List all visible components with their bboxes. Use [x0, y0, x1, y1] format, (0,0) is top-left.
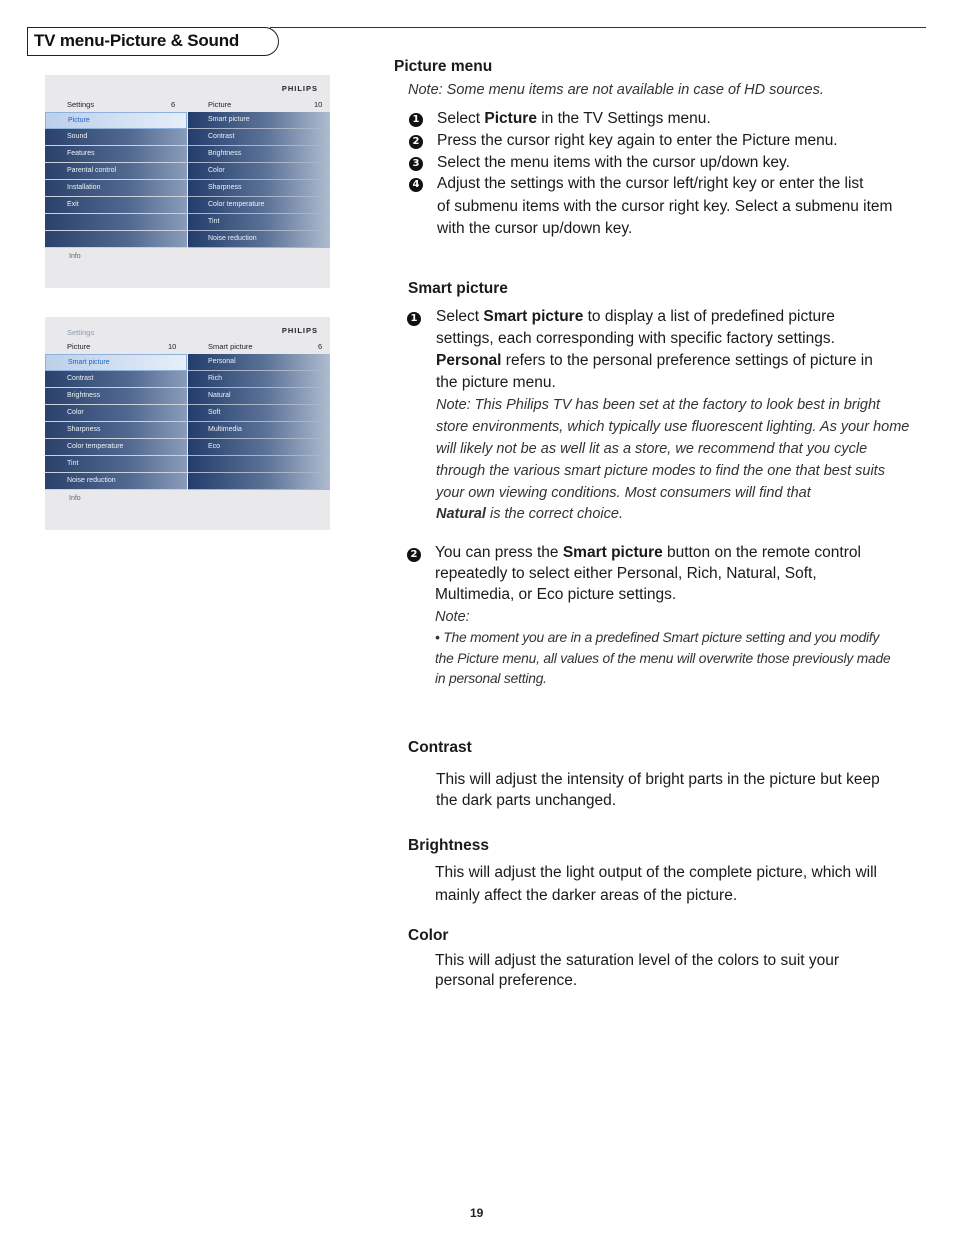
contrast-heading: Contrast [408, 739, 472, 756]
smart-note-bold: Natural [436, 506, 486, 522]
submenu-item[interactable]: Noise reduction [188, 231, 330, 248]
smart-p1-bold: Smart picture [483, 308, 584, 325]
smart-p2-line-2: repeatedly to select either Personal, Rich, Natural, Soft, [435, 565, 817, 582]
menu-item-color-temperature[interactable]: Color temperature [45, 439, 187, 456]
contrast-line-2: the dark parts unchanged. [436, 792, 617, 809]
smart-note-line-4: through the various smart picture modes to find the one that best suits [436, 463, 885, 479]
smart-note2-line-2: the Picture menu, all values of the menu will overwrite those previously made [435, 651, 891, 666]
color-line-2: personal preference. [435, 972, 578, 989]
tv-screen-smart-picture [45, 317, 330, 530]
smart-p2-bold: Smart picture [562, 544, 663, 561]
step-number-1: 1 [409, 113, 423, 127]
smart-p1-line3-bold: Personal [436, 352, 502, 369]
submenu-item[interactable]: Multimedia [188, 422, 330, 439]
smart-note-line-6 [436, 503, 623, 525]
page-number: 19 [470, 1206, 484, 1220]
submenu-item[interactable]: Contrast [188, 129, 330, 146]
smart-p1-line3-post: refers to the personal preference settings of picture in [501, 352, 873, 369]
info-label: Info [69, 495, 81, 502]
smart-note2-label: Note: [435, 609, 470, 625]
color-line-1: This will adjust the saturation level of the colors to suit your [435, 952, 840, 969]
left-panel-title: Picture [67, 342, 91, 351]
right-panel-count: 10 [314, 100, 323, 109]
submenu-item-empty [188, 473, 330, 490]
step-4-line-2: of submenu items with the cursor right key. Select a submenu item [437, 198, 893, 215]
smart-note-line-5: your own viewing conditions. Most consumers will find that [436, 485, 811, 501]
section-title: TV menu-Picture & Sound [27, 27, 279, 56]
picture-submenu-list [188, 112, 330, 248]
menu-item-features[interactable]: Features [45, 146, 187, 163]
right-panel-title: Picture [208, 100, 232, 109]
step-1-bold: Picture [484, 110, 537, 127]
smart-p2-line-3: Multimedia, or Eco picture settings. [435, 586, 677, 603]
contrast-line-1: This will adjust the intensity of bright parts in the picture but keep [436, 771, 880, 788]
step-4-line-1: Adjust the settings with the cursor left/right key or enter the list [437, 175, 864, 192]
smart-p2-pre: You can press the [435, 544, 563, 561]
smart-p1-line-3 [436, 350, 873, 372]
smart-p2-line-1 [435, 542, 861, 564]
step-1-pre: Select [437, 110, 485, 127]
left-panel-count: 6 [171, 100, 176, 109]
smart-note-post: is the correct choice. [485, 506, 623, 522]
smart-note2-line-3: in personal setting. [435, 671, 547, 686]
smart-note2-line-1: • The moment you are in a predefined Smart picture setting and you modify [435, 630, 880, 645]
picture-menu-list [45, 354, 187, 490]
tv-screen-settings-picture [45, 75, 330, 288]
submenu-item[interactable]: Smart picture [188, 112, 330, 129]
left-panel-count: 10 [168, 342, 177, 351]
smart-note-line-1: Note: This Philips TV has been set at the factory to look best in bright [436, 397, 881, 413]
menu-item-empty [45, 231, 187, 248]
submenu-item[interactable]: Eco [188, 439, 330, 456]
header-rule [270, 27, 926, 28]
menu-item-contrast[interactable]: Contrast [45, 371, 187, 388]
submenu-item[interactable]: Personal [188, 354, 330, 371]
screen-header [45, 317, 330, 351]
menu-item-noise-reduction[interactable]: Noise reduction [45, 473, 187, 490]
settings-menu-list [45, 112, 187, 248]
menu-item-picture[interactable]: Picture [45, 112, 187, 129]
smart-note-line-3: will likely not be as well lit as a store, we recommend that you cycle [436, 441, 868, 457]
menu-item-color[interactable]: Color [45, 405, 187, 422]
step-number-2: 2 [407, 548, 421, 562]
step-2-text: Press the cursor right key again to enter the Picture menu. [437, 132, 838, 149]
step-number-3: 3 [409, 157, 423, 171]
submenu-item-empty [188, 456, 330, 473]
menu-item-exit[interactable]: Exit [45, 197, 187, 214]
smart-p1-line-1 [436, 306, 835, 328]
breadcrumb: Settings [67, 328, 95, 337]
step-1-post: in the TV Settings menu. [536, 110, 711, 127]
smart-picture-submenu-list [188, 354, 330, 490]
submenu-item[interactable]: Soft [188, 405, 330, 422]
menu-item-sharpness[interactable]: Sharpness [45, 422, 187, 439]
submenu-item[interactable]: Brightness [188, 146, 330, 163]
info-label: Info [69, 253, 81, 260]
left-panel-title: Settings [67, 100, 95, 109]
step-number-2: 2 [409, 135, 423, 149]
submenu-item[interactable]: Tint [188, 214, 330, 231]
smart-p1-line-2: settings, each corresponding with specific factory settings. [436, 330, 835, 347]
smart-note-line-2: store environments, which typically use fluorescent lighting. As your home [436, 419, 910, 435]
submenu-item[interactable]: Natural [188, 388, 330, 405]
menu-item-tint[interactable]: Tint [45, 456, 187, 473]
submenu-item[interactable]: Rich [188, 371, 330, 388]
screen-header [45, 75, 330, 109]
picture-menu-heading: Picture menu [394, 58, 493, 75]
menu-item-empty [45, 214, 187, 231]
submenu-item[interactable]: Color temperature [188, 197, 330, 214]
step-1-text [437, 108, 711, 130]
menu-item-smart-picture[interactable]: Smart picture [45, 354, 187, 371]
submenu-item[interactable]: Sharpness [188, 180, 330, 197]
submenu-item[interactable]: Color [188, 163, 330, 180]
philips-logo: PHILIPS [281, 326, 318, 335]
color-heading: Color [408, 927, 449, 944]
brightness-line-1: This will adjust the light output of the complete picture, which will [435, 864, 877, 881]
smart-p2-post: button on the remote control [662, 544, 861, 561]
step-number-4: 4 [409, 178, 423, 192]
menu-item-parental-control[interactable]: Parental control [45, 163, 187, 180]
step-4-line-3: with the cursor up/down key. [437, 220, 633, 237]
smart-p1-post: to display a list of predefined picture [583, 308, 835, 325]
smart-p1-pre: Select [436, 308, 484, 325]
philips-logo: PHILIPS [281, 84, 318, 93]
smart-p1-line-4: the picture menu. [436, 374, 556, 391]
menu-item-brightness[interactable]: Brightness [45, 388, 187, 405]
brightness-line-2: mainly affect the darker areas of the picture. [435, 887, 738, 904]
right-panel-count: 6 [318, 342, 323, 351]
brightness-heading: Brightness [408, 837, 489, 854]
menu-item-sound[interactable]: Sound [45, 129, 187, 146]
smart-picture-heading: Smart picture [408, 280, 508, 297]
step-number-1: 1 [407, 312, 421, 326]
picture-menu-note: Note: Some menu items are not available in case of HD sources. [408, 82, 824, 98]
step-3-text: Select the menu items with the cursor up/down key. [437, 154, 790, 171]
right-panel-title: Smart picture [208, 342, 253, 351]
menu-item-installation[interactable]: Installation [45, 180, 187, 197]
